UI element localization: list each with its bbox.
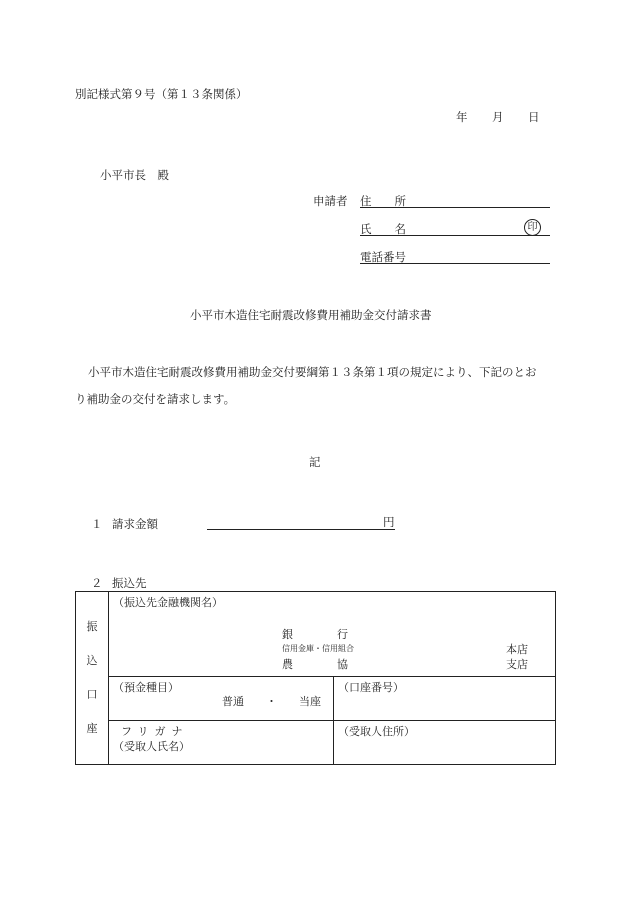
- recipient-address-label: （受取人住所）: [338, 725, 415, 738]
- recipient-address-cell: [334, 721, 556, 765]
- account-number-label: （口座番号）: [338, 681, 404, 694]
- side-char-4: 座: [86, 722, 98, 735]
- seal-icon: 印: [524, 219, 541, 236]
- document-title: 小平市木造住宅耐震改修費用補助金交付請求書: [190, 308, 432, 322]
- amount-unit: 円: [383, 515, 395, 529]
- item1-number: １: [91, 517, 103, 531]
- date-day: 日: [528, 110, 540, 124]
- phone-label: 電話番号: [360, 250, 406, 264]
- bank-name-cell: [109, 592, 556, 677]
- shinkin-option: 信用金庫・信用組合: [282, 644, 354, 653]
- recipient-name-label: （受取人氏名）: [113, 740, 190, 753]
- address-label: 住 所: [360, 194, 406, 208]
- side-label: [76, 592, 109, 765]
- side-char-3: 口: [86, 688, 98, 701]
- honten-option: 本店: [506, 643, 528, 656]
- recipient-name-cell: [109, 721, 334, 765]
- phone-line: [360, 263, 550, 264]
- ki-heading: 記: [309, 455, 321, 469]
- deposit-type-label: （預金種目）: [113, 681, 179, 694]
- shiten-option: 支店: [506, 658, 528, 671]
- side-char-1: 振: [86, 620, 98, 633]
- form-number: 別記様式第９号（第１３条関係）: [75, 87, 248, 101]
- deposit-type-cell: [109, 677, 334, 721]
- body-line-2: り補助金の交付を請求します。: [75, 392, 236, 406]
- bank-option: 銀 行: [282, 628, 348, 641]
- applicant-label: 申請者: [313, 194, 348, 208]
- side-char-2: 込: [86, 654, 98, 667]
- item1-label: 請求金額: [112, 517, 158, 531]
- name-label: 氏 名: [360, 222, 406, 236]
- date-month: 月: [492, 110, 504, 124]
- noukyou-option: 農 協: [282, 658, 348, 671]
- furigana-label: フリガナ: [121, 725, 189, 738]
- item2-label: 振込先: [112, 576, 147, 590]
- item2-number: ２: [91, 576, 103, 590]
- amount-line: [207, 529, 395, 530]
- deposit-type-options: 普通 ・ 当座: [222, 695, 321, 708]
- bank-name-label: （振込先金融機関名）: [113, 596, 223, 609]
- date-year: 年: [456, 110, 468, 124]
- name-line: [360, 235, 550, 236]
- address-line: [360, 207, 550, 208]
- bank-transfer-table: [75, 591, 556, 765]
- seal-mark: [524, 219, 541, 236]
- addressee: 小平市長 殿: [100, 168, 169, 182]
- body-line-1: 小平市木造住宅耐震改修費用補助金交付要綱第１３条第１項の規定により、下記のとお: [88, 365, 537, 379]
- account-number-cell: [334, 677, 556, 721]
